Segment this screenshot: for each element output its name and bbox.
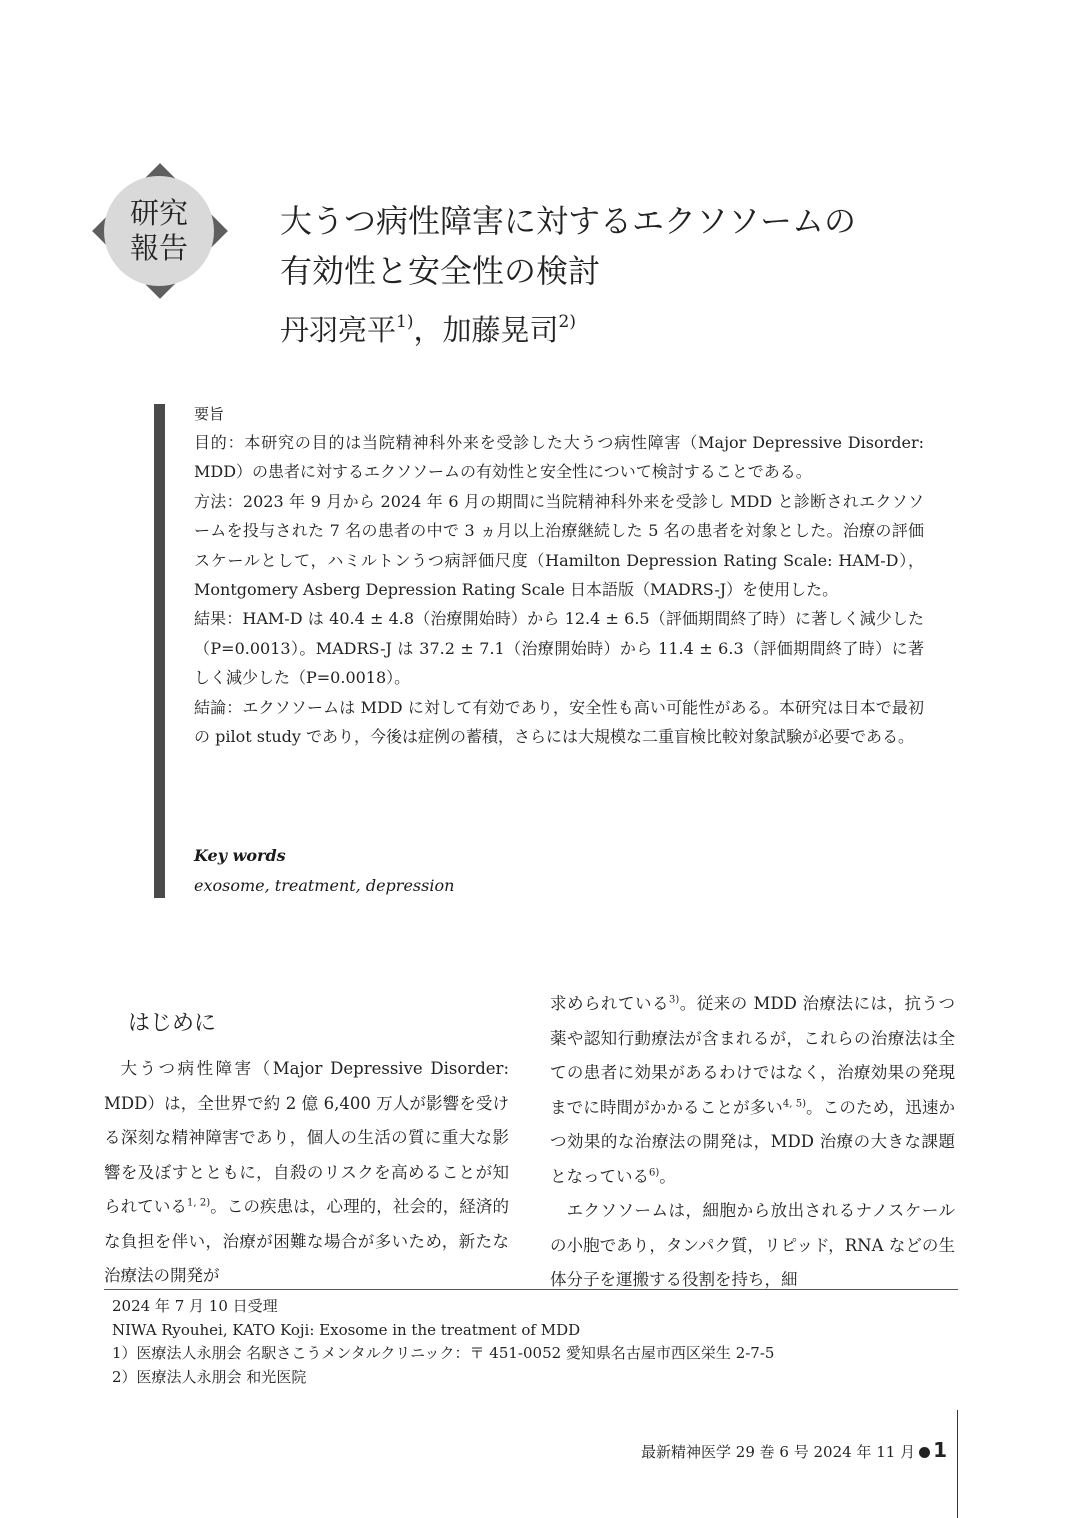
intro-p1-text-b: 。この疾患は，心理的，社会的，経済的な負担を伴い，治療が困難な場合が多いため，新たな治療法の開発が bbox=[104, 1197, 510, 1285]
intro-paragraph-2: エクソソームは，細胞から放出されるナノスケールの小胞であり，タンパク質，リピッド，RNA などの生体分子を運搬する役割を持ち，細 bbox=[550, 1201, 955, 1289]
received-date: 2024 年 7 月 10 日受理 bbox=[112, 1297, 278, 1315]
english-title-line: NIWA Ryouhei, KATO Koji: Exosome in the treatment of MDD bbox=[112, 1320, 581, 1339]
author-2-affiliation-mark: 2) bbox=[558, 312, 576, 333]
author-1-name: 丹羽亮平 bbox=[280, 313, 397, 347]
title-line-1: 大うつ病性障害に対するエクソソームの bbox=[280, 202, 857, 240]
badge-line-2: 報告 bbox=[129, 231, 188, 265]
page-footer bbox=[641, 1438, 947, 1464]
intro-p1-cont-text-a: 求められている bbox=[550, 994, 669, 1013]
abstract-heading: 要旨 bbox=[194, 405, 225, 423]
body-column-left bbox=[104, 1052, 509, 1294]
keywords-text: exosome, treatment, depression bbox=[194, 876, 455, 895]
intro-paragraph-1-continued bbox=[550, 987, 955, 1194]
intro-p1-cont-text-d: 。 bbox=[659, 1166, 676, 1186]
abstract-result: 結果：HAM-D は 40.4 ± 4.8（治療開始時）から 12.4 ± 6.5（評価期間終了時）に著しく減少した（P=0.0013）。MADRS-J は 37.2 ± 7.1（治療開始時）から 11.4 ± 6.3（評価期間終了時）に著しく減少した（P=0.0018）。 bbox=[194, 609, 924, 688]
affiliation-2: 2）医療法人永朋会 和光医院 bbox=[112, 1367, 307, 1386]
abstract-conclusion: 結論：エクソソームは MDD に対して有効であり，安全性も高い可能性がある。本研究は日本で最初の pilot study であり，今後は症例の蓄積，さらには大規模な二重盲検比較対象試験が必要である。 bbox=[194, 697, 924, 747]
footnotes bbox=[112, 1295, 952, 1389]
body-column-right bbox=[550, 987, 955, 1298]
page-edge-rule bbox=[957, 1410, 958, 1518]
abstract-method: 方法：2023 年 9 月から 2024 年 6 月の期間に当院精神科外来を受診し MDD と診断されエクソソームを投与された 7 名の患者の中で 3 ヵ月以上治療継続した 5 名の患者を対象とした。治療の評価スケールとして，ハミルトンうつ病評価尺度（Hamilton Depression Rating Scale: HAM-D），Montgomery Asberg Depression Rating Scale 日本語版（MADRS-J）を使用した。 bbox=[194, 491, 924, 600]
section-title-introduction: はじめに bbox=[128, 1011, 217, 1036]
abstract-purpose: 目的：本研究の目的は当院精神科外来を受診した大うつ病性障害（Major Depressive Disorder: MDD）の患者に対するエクソソームの有効性と安全性について検討することである。 bbox=[194, 433, 924, 482]
bullet-dot-icon bbox=[919, 1447, 930, 1458]
keywords-heading: Key words bbox=[194, 846, 286, 865]
page-number: 1 bbox=[933, 1438, 947, 1462]
citation-6: 6) bbox=[649, 1167, 660, 1178]
author-separator: ， bbox=[413, 313, 443, 347]
intro-paragraph-1 bbox=[104, 1052, 509, 1294]
author-1-affiliation-mark: 1) bbox=[396, 312, 414, 333]
citation-1-2: 1, 2) bbox=[187, 1197, 211, 1209]
article-type-badge bbox=[104, 176, 214, 286]
intro-p1-text-a: 大うつ病性障害（Major Depressive Disorder: MDD）は，全世界で約 2 億 6,400 万人が影響を受ける深刻な精神障害であり，個人の生活の質に重大な影響を及ぼすとともに，自殺のリスクを高めることが知られている bbox=[104, 1059, 509, 1216]
citation-3: 3) bbox=[668, 994, 680, 1006]
author-2-name: 加藤晃司 bbox=[442, 313, 559, 347]
journal-citation: 最新精神医学 29 巻 6 号 2024 年 11 月 bbox=[641, 1443, 916, 1461]
intro-p1-cont-text-b: 。従来の MDD 治療法には，抗うつ薬や認知行動療法が含まれるが，これらの治療法は全ての患者に効果があるわけではなく，治療効果の発現までに時間がかかることが多い bbox=[550, 994, 956, 1117]
affiliation-1: 1）医療法人永朋会 名駅さこうメンタルクリニック：〒 451-0052 愛知県名古屋市西区栄生 2-7-5 bbox=[112, 1344, 775, 1362]
article-title bbox=[280, 196, 960, 296]
badge-line-1: 研究 bbox=[129, 196, 188, 230]
abstract-side-bar bbox=[154, 404, 165, 898]
author-list bbox=[280, 310, 576, 350]
intro-p1-cont-text-c: 。このため，迅速かつ効果的な治療法の開発は，MDD 治療の大きな課題となっている bbox=[550, 1097, 956, 1186]
citation-4-5: 4, 5) bbox=[782, 1098, 806, 1109]
title-line-2: 有効性と安全性の検討 bbox=[280, 252, 601, 290]
footnote-divider bbox=[104, 1289, 958, 1290]
abstract-block bbox=[194, 400, 924, 751]
